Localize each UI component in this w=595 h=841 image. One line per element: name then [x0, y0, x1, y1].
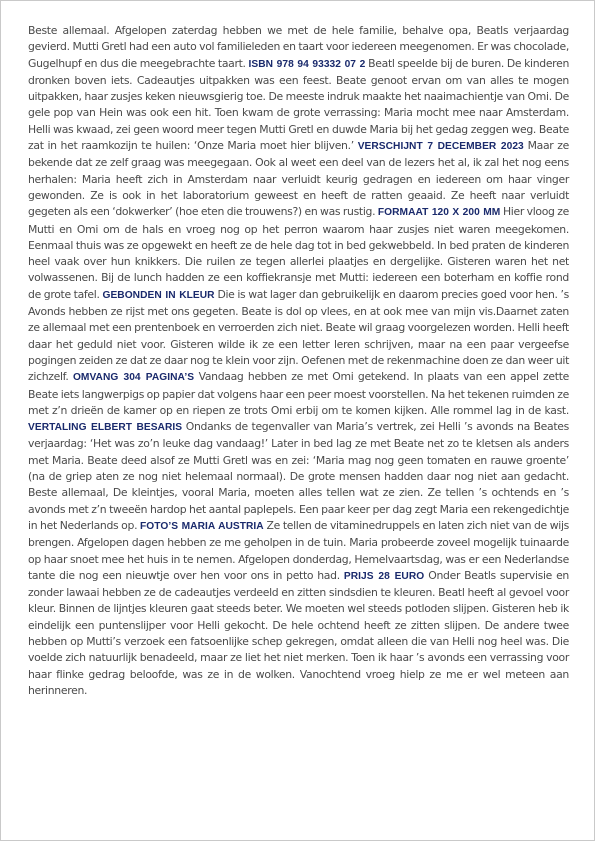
photos-highlight: FOTO’S MARIA AUSTRIA — [140, 520, 264, 532]
format-highlight: FORMAAT 120 X 200 MM — [377, 207, 501, 219]
text-segment: Die is wat lager dan gebruikelijk en daarom precies goed voor hen. ’s Avonds hebben ze rijst met ons gegeten. Beate is dol op vlees, en at ook mee van mijn vis.Daarnet zaten ze allemaal met een prentenboek en verroerden zich niet. Beate wil graag voorgelezen worden. Helli heeft daar het geduld niet voor. Gisteren wilde ik ze een letter leren schrijven, maar na een paar vergeefse pogingen zeiden ze dat ze daar nog te klein voor zijn. Oefenen met de rekenmachine doen ze dan weer uit zichzelf. — [28, 287, 569, 384]
text-segment: Ondanks de tegenvaller van Maria’s vertrek, zei Helli ’s avonds na Beates verjaardag: ‘Het was zo’n leuke dag vandaag!’ Later in bed lag ze met Beate net zo te kletsen als anders met Maria. Beate deed alsof ze Mutti Gretl was en zei: ‘Maria mag nog geen tomaten en rauwe groente’ (na de griep aten ze nog niet helemaal normaal). De grote mensen hadden daar nog niet aan gedacht. Beste allemaal, De kleintjes, vooral Maria, moeten alles tellen wat ze zien. Ze tellen ’s ochtends en ’s avonds met z’n tweeën hardop het aantal paplepels. Een paar keer per dag zegt Maria een rekengedichtje in het Nederlands op. — [28, 420, 569, 532]
text-segment: Maar ze bekende dat ze zelf graag was meegegaan. Ook al weet een deel van de lezers het al, ik zal het nog eens herhalen: Maria heeft zich in Amsterdam naar verluidt keurig gedragen en iedereen om haar vinger gewonden. Ze is ook in het laboratorium geweest en heeft de ratten geaaid. Ze heeft naar verluidt gegeten als een ‘dokwerker’ (hoe eten die trouwens?) en was rustig. — [28, 139, 569, 219]
page-count-highlight: OMVANG 304 PAGINA’S — [72, 372, 195, 384]
binding-highlight: GEBONDEN IN KLEUR — [102, 289, 215, 301]
release-date-highlight: VERSCHIJNT 7 DECEMBER 2023 — [357, 141, 524, 153]
price-highlight: PRIJS 28 EURO — [343, 570, 425, 582]
body-paragraph — [28, 23, 569, 699]
text-segment: Hier vloog ze Mutti en Omi om de hals en vroeg nog op het perron waarom haar zusjes niet waren meegekomen. Eenmaal thuis was ze opgewekt en heeft ze de hele dag tot in bed gekwebbeld. In bed praten de kinderen heel vaak over hun knikkers. Die ruilen ze tegen allerlei plaatjes en dergelijke. Gisteren waren het net volwassenen. Bij de lunch hadden ze een koffiekransje met Mutti: iedereen een boterham en koffie rond de grote tafel. — [28, 205, 569, 301]
text-segment: Beatl speelde bij de buren. De kinderen dronken boven iets. Cadeautjes uitpakken was een feest. Beate genoot ervan om van alles te mogen uitpakken, haar zusjes keken nieuwsgierig toe. De meeste indruk maakte het naaimachientje van Omi. De gele pop van Hein was ook een hit. Toen kwam de grote verrassing: Maria mocht mee naar Amsterdam. Helli was kwaad, zei geen woord meer tegen Mutti Gretl en duwde Maria bij het gedag zeggen weg. Beate zat in het raamkozijn te huilen: ‘Onze Maria moet hier blijven.’ — [28, 56, 569, 153]
text-segment: Vandaag hebben ze met Omi getekend. In plaats van een appel zette Beate iets langwerpigs op papier dat volgens haar een peer moest voorstellen. Na het tekenen ruimden ze met z’n drieën de kamer op en riepen ze trots Omi erbij om te komen kijken. Alle rommel lag in de kast. — [28, 370, 569, 417]
translator-highlight: VERTALING ELBERT BESARIS — [28, 422, 183, 434]
text-segment: Beste allemaal. Afgelopen zaterdag hebben we met de hele familie, behalve opa, Beatls verjaardag gevierd. Mutti Gretl had een auto vol familieleden en taart voor iedereen meegenomen. Er was chocolade, Gugelhupf en dus die meegebrachte taart. — [28, 24, 569, 70]
text-segment: Onder Beatls supervisie en zonder lawaai hebben ze de cadeautjes verdeeld en zitten sindsdien te kleuren. Beatl heeft al gevoel voor kleur. Binnen de lijntjes kleuren gaat steeds beter. We moeten wel steeds potloden slijpen. Gisteren heb ik eindelijk een puntenslijper voor Helli gekocht. De hele ochtend heeft ze zitten slijpen. De andere twee hebben op Mutti’s verzoek een fatsoenlijke schep gekregen, omdat alleen die van Helli nog heel was. Die voelde zich natuurlijk benadeeld, maar ze liet het niet merken. Toen ik haar ’s avonds een verrassing voor haar flinke gedrag beloofde, was ze in de wolken. Vanochtend vroeg hielp ze me er wel meteen aan herinneren. — [28, 568, 569, 697]
text-segment: Ze tellen de vitaminedruppels en laten zich niet van de wijs brengen. Afgelopen dagen hebben ze me geholpen in de tuin. Maria probeerde zoveel mogelijk tuinaarde op haar snoet mee het huis in te nemen. Afgelopen donderdag, Hemelvaartsdag, was er een Nederlandse tante die nog een nieuwtje over hen voor ons in petto had. — [28, 518, 569, 582]
isbn-highlight: ISBN 978 94 93332 07 2 — [248, 58, 366, 70]
